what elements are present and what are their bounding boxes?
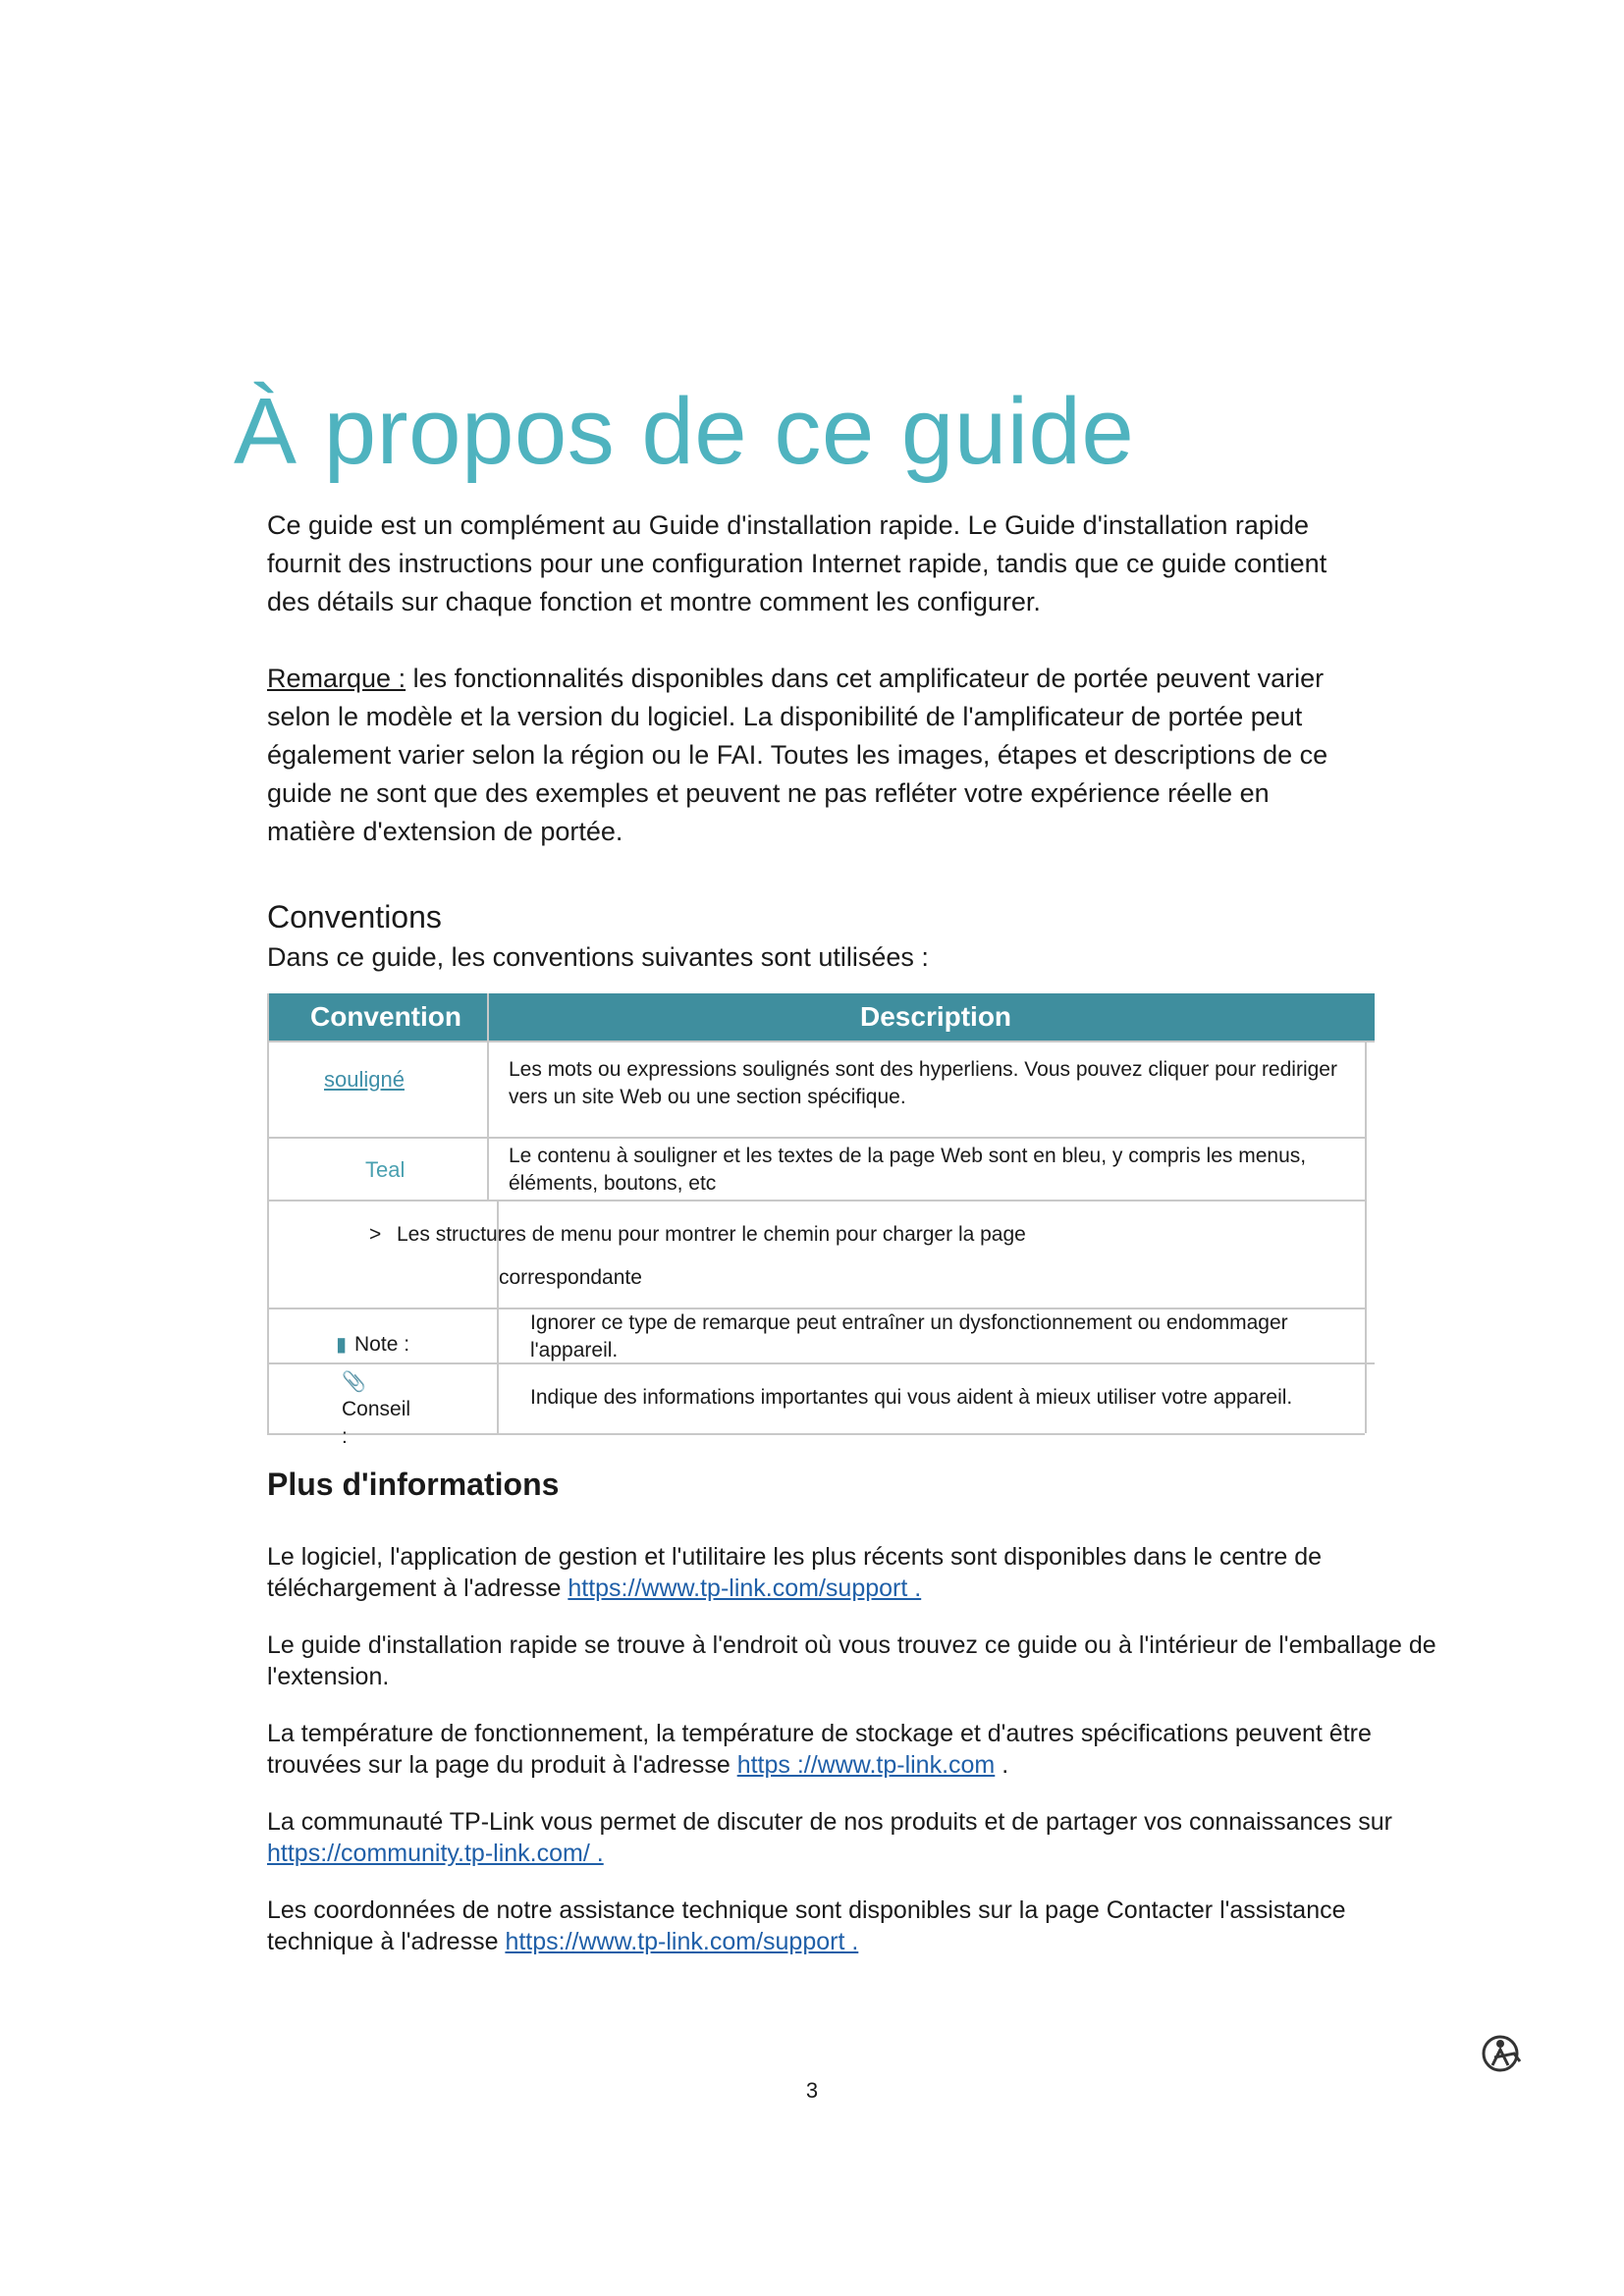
desc-teal: Le contenu à souligner et les textes de la page Web sont en bleu, y compris les menus, éléments, boutons, etc xyxy=(509,1145,1307,1195)
info-paragraph-4 xyxy=(267,1806,1445,1869)
conventions-table xyxy=(267,993,1375,1448)
table-border-bottom xyxy=(267,1433,1365,1435)
support-link-1[interactable]: https://www.tp-link.com/support . xyxy=(568,1575,922,1602)
info-text-3-end: . xyxy=(995,1751,1009,1779)
remark-label: Remarque : xyxy=(267,664,406,693)
table-header xyxy=(267,993,1375,1041)
tplink-link[interactable]: https ://www.tp-link.com xyxy=(736,1751,996,1779)
conv-tip xyxy=(342,1368,420,1451)
header-convention: Convention xyxy=(310,1001,461,1032)
community-link[interactable]: https://community.tp-link.com/ . xyxy=(267,1840,604,1867)
header-description: Description xyxy=(860,1001,1012,1032)
desc-tip: Indique des informations importantes qui vous aident à mieux utiliser votre appareil. xyxy=(530,1386,1293,1409)
page-number: 3 xyxy=(805,2078,819,2103)
desc-note: Ignorer ce type de remarque peut entraîner un dysfonctionnement ou endommager l'appareil. xyxy=(530,1311,1288,1362)
conv-note xyxy=(336,1331,409,1359)
support-link-2[interactable]: https://www.tp-link.com/support . xyxy=(505,1928,859,1955)
page-title: À propos de ce guide xyxy=(234,379,1135,484)
paperclip-icon: 📎 xyxy=(342,1371,366,1393)
conv-underline[interactable]: souligné xyxy=(324,1067,405,1092)
info-text-3: La température de fonctionnement, la température de stockage et d'autres spécifications peuvent être trouvées sur la page du produit à l'adresse xyxy=(267,1720,1372,1779)
bookmark-icon: ▮ xyxy=(336,1334,348,1356)
tp-link-mascot-icon xyxy=(1481,2032,1528,2075)
info-text-4: La communauté TP-Link vous permet de discuter de nos produits et de partager vos connaissances sur xyxy=(267,1808,1392,1836)
intro-paragraph: Ce guide est un complément au Guide d'installation rapide. Le Guide d'installation rapide fournit des instructions pour une configuration Internet rapide, tandis que ce guide contient des détails sur chaque fonction et montre comment les configurer. xyxy=(267,510,1327,616)
conv-arrow: > xyxy=(369,1223,382,1246)
more-info-title: Plus d'informations xyxy=(267,1467,560,1502)
info-paragraph-2: Le guide d'installation rapide se trouve à l'endroit où vous trouvez ce guide ou à l'intérieur de l'emballage de l'extension. xyxy=(267,1631,1436,1690)
info-text-5: Les coordonnées de notre assistance technique sont disponibles sur la page Contacter l'assistance technique à l'adresse xyxy=(267,1896,1346,1955)
desc-underline: Les mots ou expressions soulignés sont des hyperliens. Vous pouvez cliquer pour rediriger vers un site Web ou une section spécifique. xyxy=(509,1058,1337,1108)
info-paragraph-1 xyxy=(267,1541,1445,1604)
info-paragraph-3 xyxy=(267,1718,1445,1781)
row-line xyxy=(267,1200,1365,1201)
conv-teal: Teal xyxy=(365,1157,406,1182)
row-line xyxy=(267,1041,1375,1042)
desc-menu-cont: correspondante xyxy=(499,1266,642,1289)
info-text-1: Le logiciel, l'application de gestion et l'utilitaire les plus récents sont disponibles dans le centre de téléchargement à l'adresse xyxy=(267,1543,1323,1602)
col-divider xyxy=(487,993,489,1200)
note-label: Note : xyxy=(354,1333,410,1356)
tip-label: Conseil : xyxy=(342,1398,411,1448)
desc-menu: Les structures de menu pour montrer le chemin pour charger la page xyxy=(397,1223,1026,1246)
remark-paragraph xyxy=(267,660,1357,851)
remark-text: les fonctionnalités disponibles dans cet amplificateur de portée peuvent varier selon le modèle et la version du logiciel. La disponibilité de l'amplificateur de portée peut également varier selon la région ou le FAI. Toutes les images, étapes et descriptions de ce guide ne sont que des exemples et peuvent ne pas refléter votre expérience réelle en matière d'extension de portée. xyxy=(267,664,1328,846)
conventions-title: Conventions xyxy=(267,899,442,934)
row-line xyxy=(267,1137,1365,1139)
table-border-left xyxy=(267,993,269,1435)
conventions-subtitle: Dans ce guide, les conventions suivantes sont utilisées : xyxy=(267,942,929,972)
info-paragraph-5 xyxy=(267,1895,1445,1957)
table-border-right xyxy=(1365,1041,1367,1433)
